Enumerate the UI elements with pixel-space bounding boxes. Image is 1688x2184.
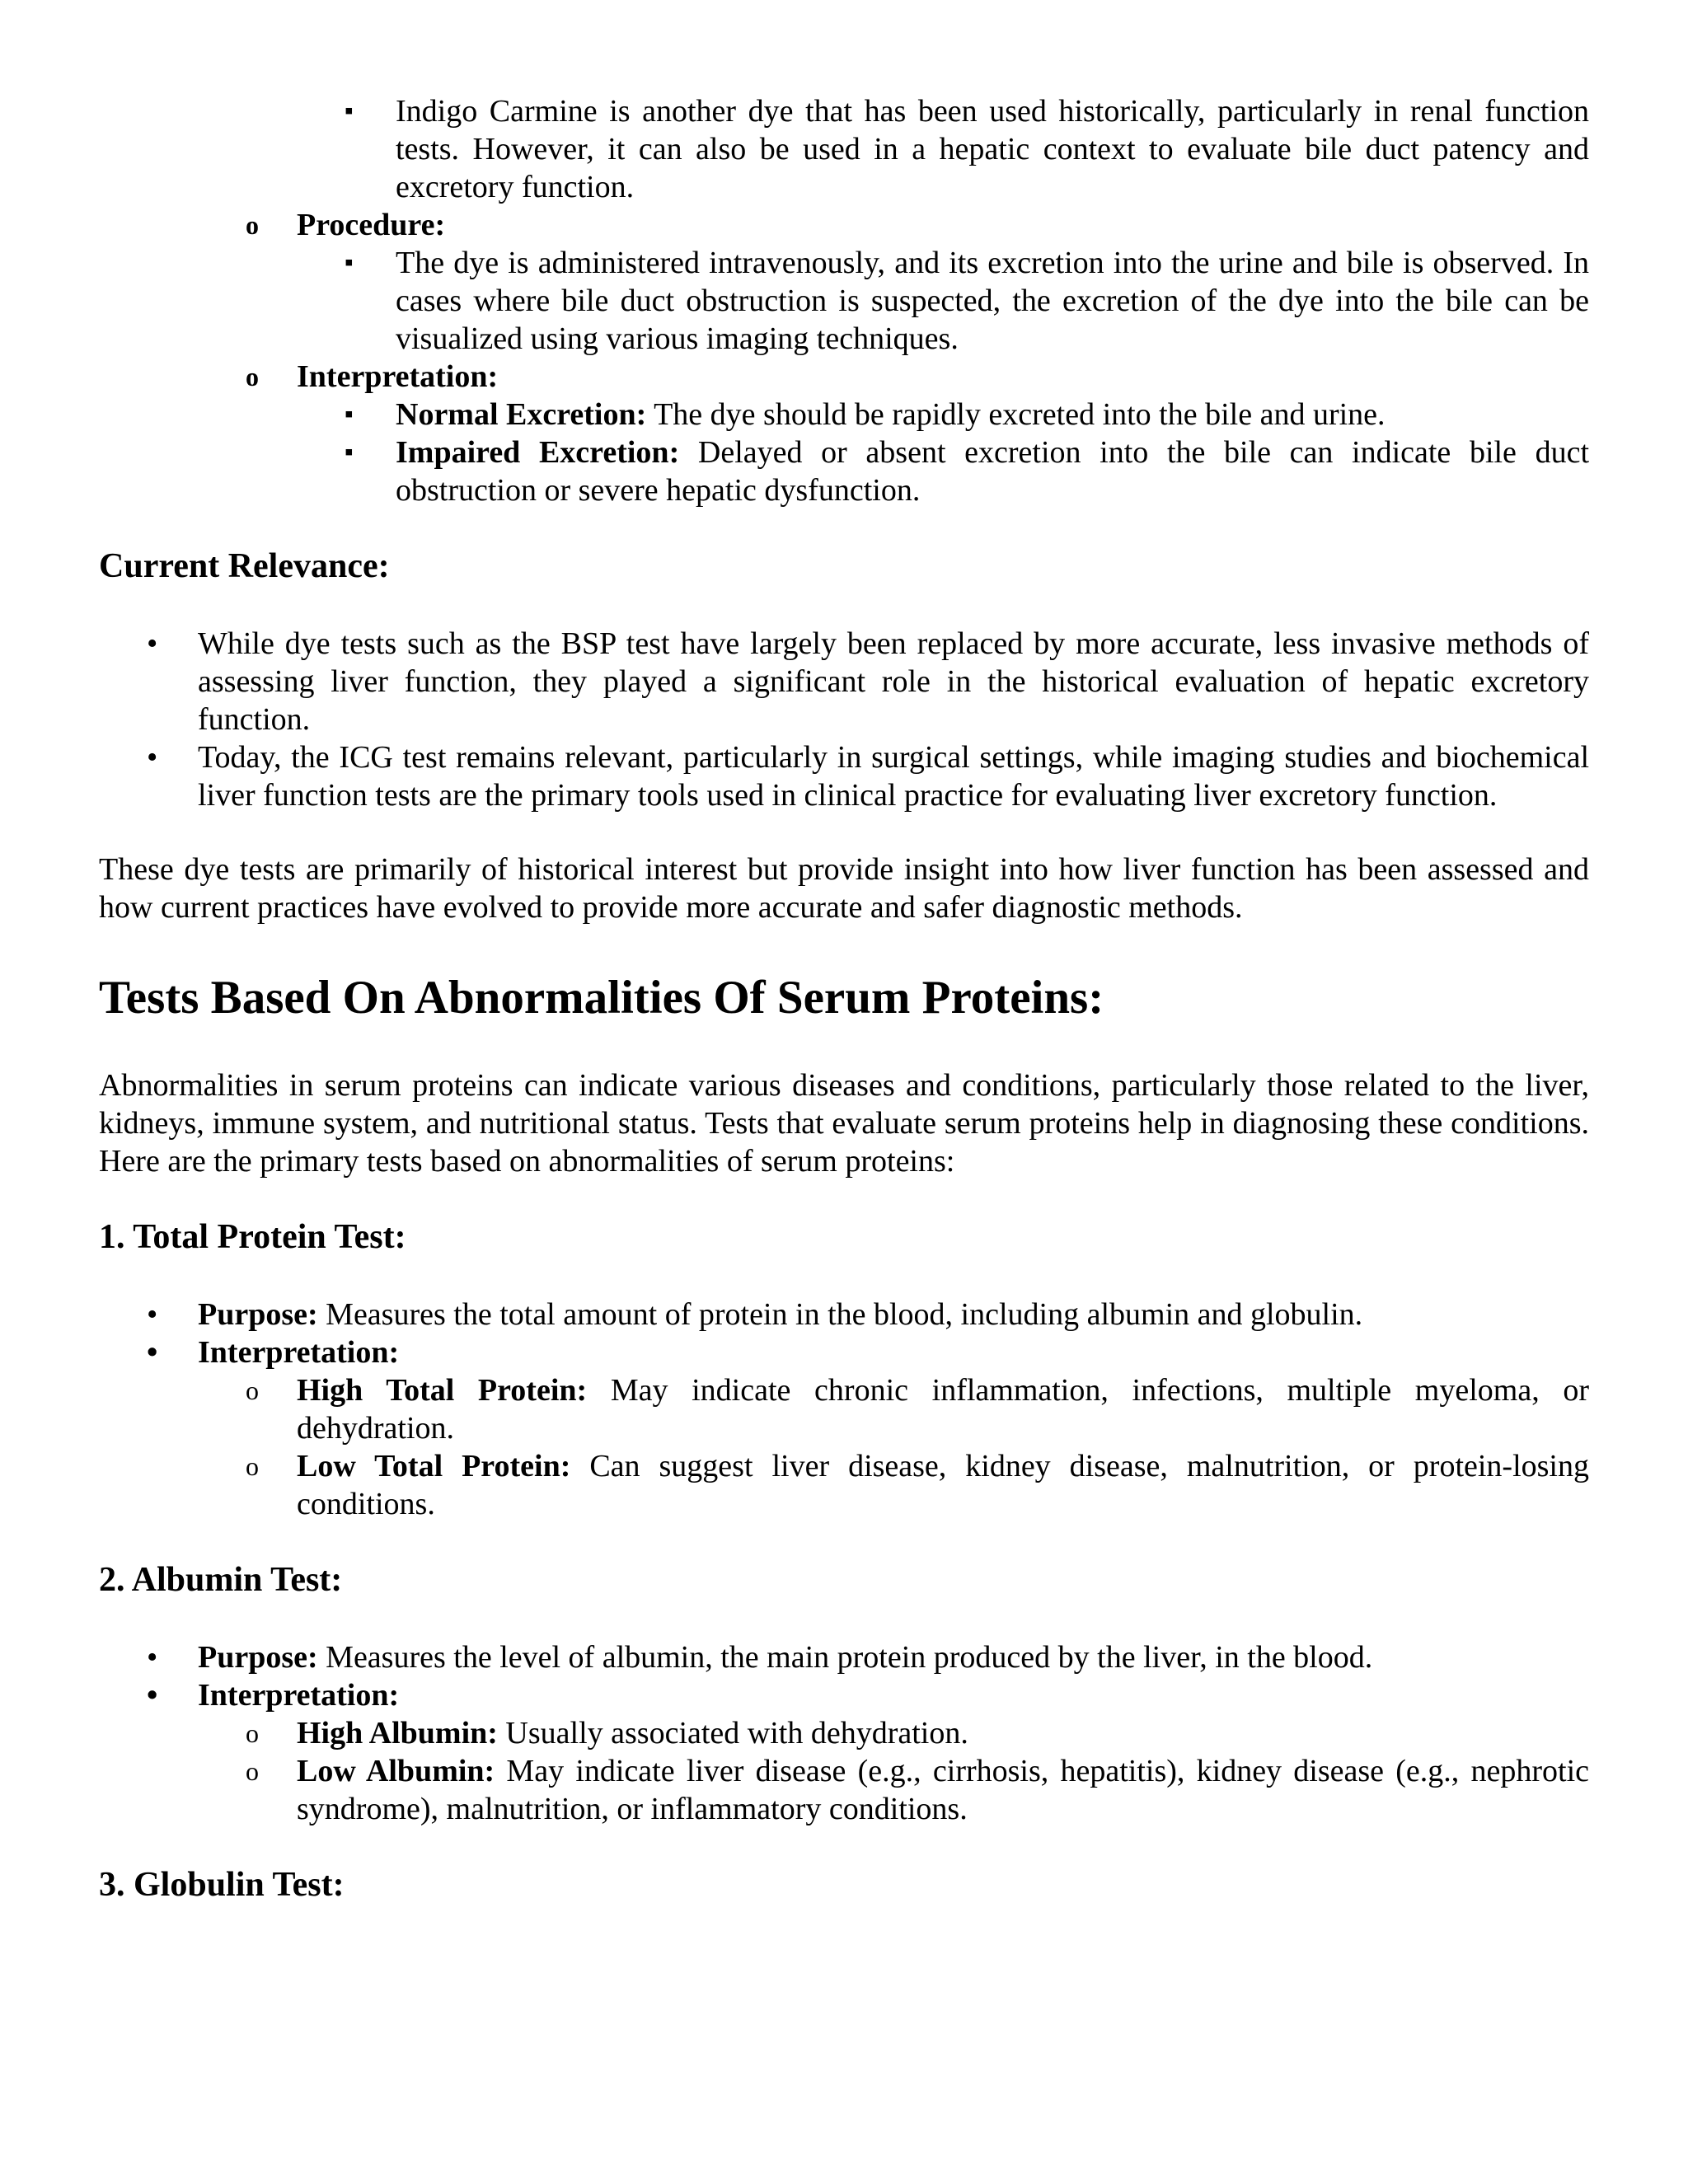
- high-total-protein-label: High Total Protein:: [297, 1373, 588, 1408]
- interpretation-label: Interpretation:: [198, 1335, 400, 1370]
- circle-bullet-icon: o: [246, 1451, 259, 1481]
- low-albumin-text: May indicate liver disease (e.g., cirrhosis, hepatitis), kidney disease (e.g., nephrotic syndrome), malnutrition, or inflammatory conditions.: [297, 1754, 1590, 1826]
- high-total-protein-text: May indicate chronic inflammation, infections, multiple myeloma, or dehydration.: [297, 1373, 1590, 1446]
- list-item: [99, 738, 1589, 814]
- list-item: [99, 1752, 1589, 1828]
- procedure-text: The dye is administered intravenously, and its excretion into the urine and bile is observed. In cases where bile duct obstruction is suspected, the excretion of the dye into the bile can be visualized using various imaging techniques.: [396, 246, 1589, 356]
- high-albumin-text: Usually associated with dehydration.: [497, 1716, 968, 1750]
- bullet-icon: •: [147, 1640, 158, 1675]
- albumin-heading: 2. Albumin Test:: [99, 1561, 343, 1599]
- current-relevance-list: [99, 625, 1589, 814]
- normal-excretion-label: Normal Excretion:: [396, 397, 647, 432]
- procedure-label: Procedure:: [297, 208, 446, 242]
- list-item: [99, 1371, 1589, 1447]
- bullet-icon: •: [147, 1335, 158, 1370]
- closing-paragraph: These dye tests are primarily of historical interest but provide insight into how liver function has been assessed and how current practices have evolved to provide more accurate and safer diagnostic methods.: [99, 852, 1589, 925]
- current-relevance-heading: Current Relevance:: [99, 547, 390, 585]
- serum-intro-paragraph: Abnormalities in serum proteins can indicate various diseases and conditions, particularly those related to the liver, kidneys, immune system, and nutritional status. Tests that evaluate serum proteins help in diagnosing these conditions. Here are the primary tests based on abnormalities of serum proteins:: [99, 1068, 1589, 1179]
- indigo-text: Indigo Carmine is another dye that has been used historically, particularly in renal function tests. However, it can also be used in a hepatic context to evaluate bile duct patency and excretory function.: [396, 94, 1589, 204]
- total-protein-heading: 1. Total Protein Test:: [99, 1218, 406, 1256]
- circle-bullet-icon: o: [246, 362, 259, 391]
- list-item: [99, 358, 1589, 396]
- circle-bullet-icon: o: [246, 1756, 259, 1786]
- list-item: [99, 1714, 1589, 1752]
- purpose-label: Purpose:: [198, 1297, 318, 1332]
- total-protein-list: [99, 1296, 1589, 1523]
- purpose-text: Measures the total amount of protein in the blood, including albumin and globulin.: [317, 1297, 1363, 1332]
- bullet-icon: •: [147, 1678, 158, 1713]
- list-item: [99, 396, 1589, 434]
- high-albumin-label: High Albumin:: [297, 1716, 498, 1750]
- low-total-protein-text: Can suggest liver disease, kidney disease, malnutrition, or protein-losing conditions.: [297, 1449, 1589, 1521]
- normal-excretion-text: The dye should be rapidly excreted into the bile and urine.: [646, 397, 1386, 432]
- low-albumin-label: Low Albumin:: [297, 1754, 495, 1788]
- albumin-list: [99, 1638, 1589, 1828]
- list-item: [99, 92, 1589, 206]
- list-item: [99, 1676, 1589, 1714]
- circle-bullet-icon: o: [246, 210, 259, 240]
- impaired-excretion-label: Impaired Excretion:: [396, 435, 680, 470]
- list-item: [99, 434, 1589, 509]
- purpose-label: Purpose:: [198, 1640, 318, 1675]
- document-page: [99, 92, 1589, 1905]
- relevance-bullet-text: While dye tests such as the BSP test have largely been replaced by more accurate, less invasive methods of assessing liver function, they played a significant role in the historical evaluation of hepatic excretory function.: [198, 626, 1589, 737]
- globulin-heading: 3. Globulin Test:: [99, 1866, 345, 1904]
- list-item: [99, 1333, 1589, 1371]
- list-item: [99, 1638, 1589, 1676]
- list-item: [99, 244, 1589, 358]
- bullet-icon: •: [147, 740, 158, 775]
- serum-section-title: Tests Based On Abnormalities Of Serum Proteins:: [99, 972, 1104, 1024]
- circle-bullet-icon: o: [246, 1718, 259, 1748]
- bullet-icon: •: [147, 1297, 158, 1332]
- square-bullet-icon: ▪: [345, 401, 354, 428]
- interpretation-label: Interpretation:: [198, 1678, 400, 1713]
- square-bullet-icon: ▪: [345, 438, 354, 466]
- low-total-protein-label: Low Total Protein:: [297, 1449, 571, 1483]
- intro-list: [99, 92, 1589, 509]
- bullet-icon: •: [147, 626, 158, 661]
- square-bullet-icon: ▪: [345, 249, 354, 276]
- impaired-excretion-text: Delayed or absent excretion into the bile can indicate bile duct obstruction or severe hepatic dysfunction.: [396, 435, 1589, 508]
- interpretation-label: Interpretation:: [297, 359, 499, 394]
- list-item: [99, 625, 1589, 738]
- list-item: [99, 206, 1589, 244]
- list-item: [99, 1296, 1589, 1333]
- circle-bullet-icon: o: [246, 1376, 259, 1405]
- list-item: [99, 1447, 1589, 1523]
- purpose-text: Measures the level of albumin, the main protein produced by the liver, in the blood.: [317, 1640, 1373, 1675]
- relevance-bullet-text: Today, the ICG test remains relevant, particularly in surgical settings, while imaging studies and biochemical liver function tests are the primary tools used in clinical practice for evaluating liver excretory function.: [198, 740, 1589, 813]
- square-bullet-icon: ▪: [345, 97, 354, 124]
